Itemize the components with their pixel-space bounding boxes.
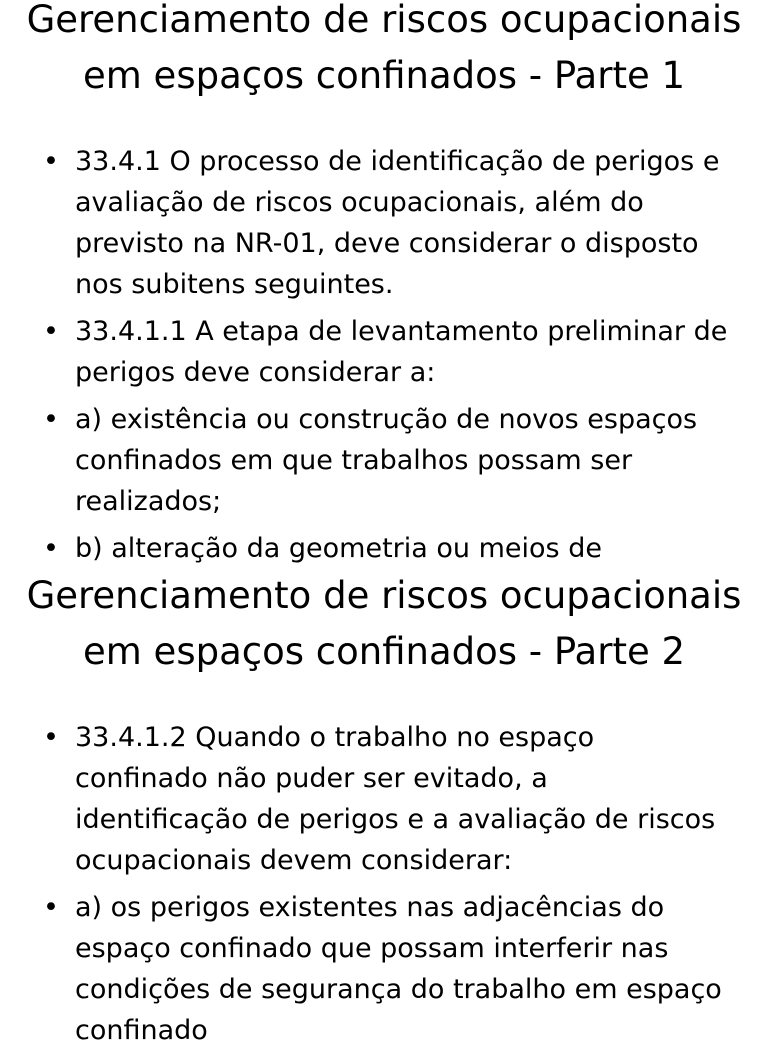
slide-title: Gerenciamento de riscos ocupacionais em espaços confinados - Parte 2	[26, 574, 742, 673]
bullet-icon: •	[43, 892, 59, 923]
bullet-text: 33.4.1.1 A etapa de levantamento preliminar de perigos deve considerar a:	[75, 316, 728, 388]
bullet-text: a) existência ou construção de novos espaços confinados em que trabalhos possam ser realizados;	[75, 404, 698, 517]
list-item	[0, 141, 768, 305]
list-item	[0, 399, 768, 522]
bullet-list	[0, 717, 768, 1057]
slide-2	[0, 574, 768, 1046]
bullet-icon: •	[43, 722, 59, 753]
list-item	[0, 311, 768, 393]
bullet-icon: •	[43, 316, 59, 347]
bullet-text: 33.4.1.2 Quando o trabalho no espaço confinado não puder ser evitado, a identificação de perigos e a avaliação de riscos ocupacionais devem considerar:	[75, 722, 716, 876]
bullet-list	[0, 141, 768, 575]
bullet-text: 33.4.1 O processo de identificação de perigos e avaliação de riscos ocupacionais, além do previsto na NR-01, deve considerar o disposto nos subitens seguintes.	[75, 146, 720, 300]
bullet-text: a) os perigos existentes nas adjacências do espaço confinado que possam interferir nas condições de segurança do trabalho em espaço confinado	[75, 892, 722, 1046]
bullet-text: b) alteração da geometria ou meios de	[75, 533, 602, 564]
list-item	[0, 887, 768, 1051]
slide-title: Gerenciamento de riscos ocupacionais em espaços confinados - Parte 1	[26, 0, 742, 97]
bullet-icon: •	[43, 533, 59, 564]
list-item	[0, 717, 768, 881]
bullet-icon: •	[43, 146, 59, 177]
list-item	[0, 528, 768, 569]
bullet-icon: •	[43, 404, 59, 435]
